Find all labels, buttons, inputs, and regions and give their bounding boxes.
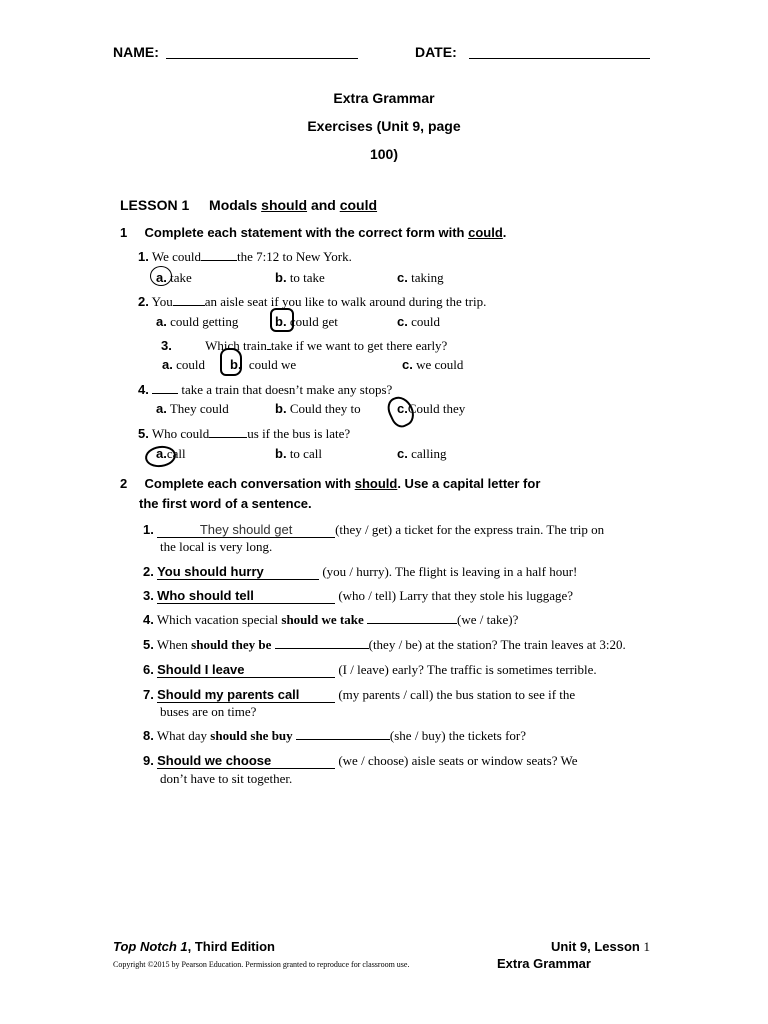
- ex1-item-3: [161, 338, 447, 354]
- exercise-2-instruction: [120, 476, 540, 491]
- title-line-2: Exercises (Unit 9, page: [307, 118, 461, 134]
- option-letter: a.: [156, 314, 167, 329]
- ex1-item-4-option-b[interactable]: [275, 401, 361, 417]
- ex1-item-4-num: 4.: [138, 382, 149, 397]
- lesson-label: LESSON 1: [120, 197, 190, 213]
- ex2-item-6-text: (I / leave) early? The traffic is sometimes terrible.: [338, 662, 597, 677]
- option-letter: a.: [156, 270, 167, 285]
- option-letter: b.: [275, 314, 287, 329]
- unit-number: 1: [643, 939, 650, 954]
- ex1-item-5-blank[interactable]: [209, 437, 247, 438]
- ex2-item-8-pre: What day: [156, 728, 208, 743]
- answer-circle-mark: [220, 348, 242, 376]
- date-field[interactable]: [469, 58, 650, 59]
- ex1-item-1-option-b[interactable]: [275, 270, 325, 286]
- ex1-item-2-post: an aisle seat if you like to walk around during the trip.: [204, 294, 487, 309]
- ex1-item-3-option-c[interactable]: [402, 357, 463, 373]
- ex2-item-9-answer[interactable]: Should we choose: [157, 753, 335, 769]
- ex2-item-6-answer[interactable]: Should I leave: [157, 662, 335, 678]
- ex2-item-4: [143, 612, 518, 628]
- ex2-item-1-text: (they / get) a ticket for the express train. The trip on: [335, 522, 605, 537]
- ex2-item-8-pre-bold: should she buy: [210, 728, 293, 743]
- ex2-item-2: [143, 564, 577, 580]
- ex1-item-5-pre: Who could: [151, 426, 210, 441]
- ex2-item-3: [143, 588, 573, 604]
- ex2-item-5-pre-bold: should they be: [191, 637, 272, 652]
- lesson-and: and: [310, 197, 336, 213]
- lesson-word-could: could: [339, 197, 378, 213]
- ex1-item-1-num: 1.: [138, 249, 149, 264]
- ex2-item-8-text: (she / buy) the tickets for?: [389, 728, 527, 743]
- option-letter: b.: [230, 357, 242, 372]
- ex1-item-5-post: us if the bus is late?: [247, 426, 351, 441]
- title-line-1: Extra Grammar: [333, 90, 435, 106]
- ex1-item-2-option-c[interactable]: [397, 314, 440, 330]
- ex2-item-5-num: 5.: [143, 637, 154, 652]
- option-text: Could they to: [289, 401, 361, 416]
- ex2-item-4-pre-bold: should we take: [281, 612, 364, 627]
- option-letter: c.: [397, 314, 408, 329]
- ex2-item-7-text: (my parents / call) the bus station to see if the: [338, 687, 576, 702]
- lesson-word-should: should: [261, 197, 308, 213]
- ex2-item-6-num: 6.: [143, 662, 154, 677]
- ex1-item-1-pre: We could: [151, 249, 201, 264]
- ex2-item-9-text: (we / choose) aisle seats or window seats? We: [338, 753, 578, 768]
- ex1-item-4-blank[interactable]: [152, 393, 178, 394]
- option-text: Could they: [407, 401, 466, 416]
- ex2-item-8-blank[interactable]: [296, 739, 390, 740]
- exercise-1-keyword: could: [468, 225, 503, 240]
- ex2-item-3-text: (who / tell) Larry that they stole his luggage?: [338, 588, 573, 603]
- ex1-item-2: [138, 294, 486, 310]
- answer-circle-mark: [150, 266, 172, 286]
- ex1-item-2-option-a[interactable]: [156, 314, 238, 330]
- edition: , Third Edition: [187, 939, 276, 954]
- ex2-item-1-answer[interactable]: They should get: [157, 522, 335, 538]
- option-text: calling: [411, 446, 447, 461]
- name-label: NAME:: [113, 44, 159, 60]
- ex2-item-5-pre: When: [156, 637, 188, 652]
- ex1-item-4-post: take a train that doesn’t make any stops?: [181, 382, 393, 397]
- ex1-item-5-option-b[interactable]: [275, 446, 322, 462]
- footer-unit: [551, 939, 650, 955]
- ex2-item-7-text-2: buses are on time?: [160, 704, 257, 719]
- ex1-item-5-num: 5.: [138, 426, 149, 441]
- ex1-item-4: [138, 382, 392, 398]
- ex1-item-3-option-a[interactable]: [162, 357, 205, 373]
- exercise-1-number: 1: [120, 225, 128, 240]
- ex1-item-1: [138, 249, 352, 265]
- book-title: Top Notch 1: [113, 939, 188, 954]
- option-letter: c.: [397, 270, 408, 285]
- ex2-item-7-answer[interactable]: Should my parents call: [157, 687, 335, 703]
- ex2-item-1-num: 1.: [143, 522, 154, 537]
- option-letter: c.: [397, 446, 408, 461]
- ex2-item-5: [143, 637, 626, 653]
- ex2-item-3-num: 3.: [143, 588, 154, 603]
- option-text: we could: [416, 357, 464, 372]
- lesson-title-prefix: Modals: [209, 197, 258, 213]
- option-text: call: [166, 446, 186, 461]
- ex2-item-8: [143, 728, 526, 744]
- exercise-2-instruction-line-2: the first word of a sentence.: [139, 496, 312, 511]
- option-letter: b.: [275, 401, 287, 416]
- option-text: They could: [169, 401, 229, 416]
- ex2-item-1: [143, 522, 604, 538]
- option-letter: a.: [156, 446, 167, 461]
- exercise-1-period: .: [502, 225, 507, 240]
- footer-extra-grammar: Extra Grammar: [497, 956, 591, 971]
- option-letter: b.: [275, 270, 287, 285]
- ex1-item-3-num: 3.: [161, 338, 172, 353]
- ex2-item-4-num: 4.: [143, 612, 154, 627]
- footer-copyright: Copyright ©2015 by Pearson Education. Permission granted to reproduce for classroom use.: [113, 960, 410, 969]
- lesson-heading: [120, 197, 377, 213]
- ex2-item-9: [143, 753, 578, 769]
- option-letter: a.: [162, 357, 173, 372]
- option-letter: b.: [275, 446, 287, 461]
- ex2-item-5-text: (they / be) at the station? The train leaves at 3:20.: [368, 637, 626, 652]
- ex2-item-3-answer[interactable]: Who should tell: [157, 588, 335, 604]
- ex1-item-1-option-c[interactable]: [397, 270, 444, 286]
- ex2-item-4-blank[interactable]: [367, 623, 457, 624]
- option-text: taking: [411, 270, 444, 285]
- ex2-item-7: [143, 687, 575, 703]
- ex2-item-6: [143, 662, 597, 678]
- answer-circle-mark: [144, 444, 178, 469]
- ex1-item-5-option-c[interactable]: [397, 446, 446, 462]
- option-text: to take: [289, 270, 325, 285]
- answer-circle-mark: [270, 308, 294, 332]
- option-text: could: [411, 314, 440, 329]
- ex2-item-9-num: 9.: [143, 753, 154, 768]
- ex2-item-2-answer[interactable]: You should hurry: [157, 564, 319, 580]
- ex2-item-2-text: (you / hurry). The flight is leaving in a half hour!: [322, 564, 578, 579]
- ex1-item-2-num: 2.: [138, 294, 149, 309]
- ex1-item-1-post: the 7:12 to New York.: [237, 249, 352, 264]
- exercise-2-number: 2: [120, 476, 128, 491]
- ex2-item-5-blank[interactable]: [275, 648, 369, 649]
- date-label: DATE:: [415, 44, 457, 60]
- option-text: could get: [289, 314, 338, 329]
- option-text: could we: [248, 357, 297, 372]
- ex2-item-1-text-2: the local is very long.: [160, 539, 273, 554]
- footer-book-title: [113, 939, 275, 954]
- exercise-2-instruction-text: Complete each conversation with: [144, 476, 352, 491]
- exercise-2-instruction-suffix: . Use a capital letter for: [397, 476, 541, 491]
- answer-circle-mark: [384, 392, 419, 430]
- ex1-item-3-post: take if we want to get there early?: [270, 338, 448, 353]
- ex1-item-3-pre: Which train: [205, 338, 267, 353]
- ex1-item-2-blank[interactable]: [173, 305, 205, 306]
- option-letter: c.: [402, 357, 413, 372]
- ex1-item-4-option-a[interactable]: [156, 401, 229, 417]
- title-line-3: 100): [369, 146, 399, 162]
- option-letter: a.: [156, 401, 167, 416]
- exercise-2-keyword: should: [354, 476, 398, 491]
- exercise-1-instruction-text: Complete each statement with the correct form with: [144, 225, 465, 240]
- name-field[interactable]: [166, 58, 358, 59]
- unit-label: Unit 9, Lesson: [551, 939, 640, 954]
- option-letter: c.: [397, 401, 408, 416]
- ex2-item-4-text: (we / take)?: [457, 612, 519, 627]
- option-text: could getting: [170, 314, 239, 329]
- ex1-item-5: [138, 426, 350, 442]
- ex2-item-9-text-2: don’t have to sit together.: [160, 771, 293, 786]
- ex2-item-8-num: 8.: [143, 728, 154, 743]
- exercise-1-instruction: [120, 225, 506, 240]
- option-text: could: [176, 357, 205, 372]
- ex1-item-1-blank[interactable]: [201, 260, 237, 261]
- ex2-item-7-num: 7.: [143, 687, 154, 702]
- ex1-item-2-pre: You: [151, 294, 173, 309]
- option-text: take: [170, 270, 192, 285]
- ex2-item-2-num: 2.: [143, 564, 154, 579]
- ex2-item-4-pre: Which vacation special: [156, 612, 279, 627]
- option-text: to call: [289, 446, 322, 461]
